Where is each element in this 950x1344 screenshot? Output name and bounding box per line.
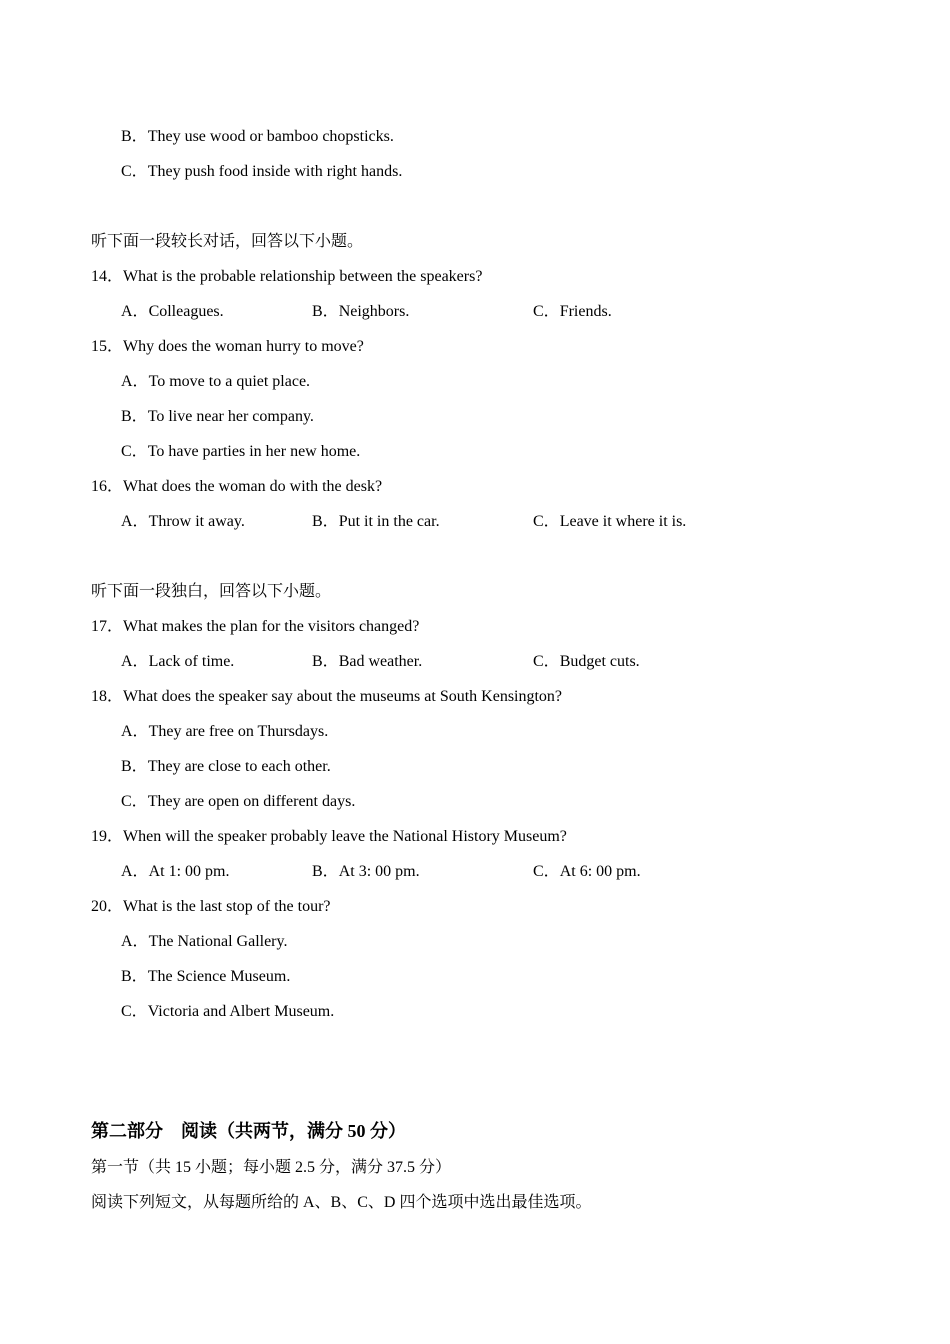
question-number: 20． — [91, 898, 124, 915]
option-text: To live near her company. — [147, 408, 314, 425]
option-text: Victoria and Albert Museum. — [147, 1003, 335, 1020]
option-letter: C． — [533, 653, 560, 670]
option-text: At 3: 00 pm. — [338, 863, 420, 880]
q16-option-a — [121, 512, 245, 532]
q20-option-a — [121, 932, 287, 952]
question-text: Why does the woman hurry to move? — [123, 338, 364, 355]
question-number: 17． — [91, 618, 124, 635]
option-text: Colleagues. — [148, 303, 224, 320]
option-text: The Science Museum. — [147, 968, 291, 985]
option-text: Put it in the car. — [338, 513, 440, 530]
option-text: They are close to each other. — [147, 758, 331, 775]
option-letter: A． — [121, 933, 149, 950]
question-16 — [91, 477, 382, 497]
q20-option-b — [121, 967, 290, 987]
option-letter: B． — [312, 863, 339, 880]
dialogue-instruction: 听下面一段较长对话，回答以下小题。 — [91, 233, 364, 250]
option-letter: A． — [121, 863, 149, 880]
option-letter: C． — [121, 443, 148, 460]
option-text: They use wood or bamboo chopsticks. — [147, 128, 394, 145]
option-text: They are free on Thursdays. — [148, 723, 329, 740]
question-number: 16． — [91, 478, 124, 495]
question-14 — [91, 267, 482, 287]
section-one-title: 第一节（共 15 小题；每小题 2.5 分，满分 37.5 分） — [91, 1159, 452, 1176]
q20-option-c — [121, 1002, 334, 1022]
option-text: The National Gallery. — [148, 933, 288, 950]
q18-option-b — [121, 757, 331, 777]
option-c — [121, 162, 402, 182]
question-number: 14． — [91, 268, 124, 285]
option-text: To have parties in her new home. — [147, 443, 361, 460]
monologue-instruction: 听下面一段独白，回答以下小题。 — [91, 583, 332, 600]
option-letter: A． — [121, 653, 149, 670]
q16-option-b — [312, 512, 440, 532]
question-text: What makes the plan for the visitors changed? — [123, 618, 420, 635]
option-letter: A． — [121, 303, 149, 320]
option-text: They are open on different days. — [147, 793, 356, 810]
q16-option-c — [533, 512, 686, 532]
question-text: When will the speaker probably leave the National History Museum? — [123, 828, 567, 845]
option-letter: B． — [121, 758, 148, 775]
option-text: Neighbors. — [338, 303, 410, 320]
option-text: They push food inside with right hands. — [147, 163, 403, 180]
option-letter: C． — [121, 163, 148, 180]
q17-option-a — [121, 652, 234, 672]
option-letter: B． — [312, 303, 339, 320]
option-letter: A． — [121, 373, 149, 390]
option-text: At 1: 00 pm. — [148, 863, 230, 880]
option-letter: C． — [533, 303, 560, 320]
question-20 — [91, 897, 331, 917]
q14-option-c — [533, 302, 612, 322]
question-15 — [91, 337, 364, 357]
option-text: Leave it where it is. — [559, 513, 687, 530]
q19-option-a — [121, 862, 229, 882]
question-text: What does the woman do with the desk? — [123, 478, 383, 495]
q15-option-a — [121, 372, 310, 392]
reading-instruction: 阅读下列短文，从每题所给的 A、B、C、D 四个选项中选出最佳选项。 — [91, 1194, 592, 1211]
option-text: Lack of time. — [148, 653, 235, 670]
question-number: 18． — [91, 688, 124, 705]
option-letter: A． — [121, 513, 149, 530]
q15-option-b — [121, 407, 314, 427]
q14-option-a — [121, 302, 224, 322]
q14-option-b — [312, 302, 409, 322]
question-text: What is the last stop of the tour? — [123, 898, 331, 915]
question-number: 15． — [91, 338, 124, 355]
option-text: Budget cuts. — [559, 653, 640, 670]
q19-option-b — [312, 862, 420, 882]
question-text: What is the probable relationship between the speakers? — [123, 268, 483, 285]
question-17 — [91, 617, 419, 637]
question-18 — [91, 687, 562, 707]
question-text: What does the speaker say about the museums at South Kensington? — [123, 688, 563, 705]
q17-option-b — [312, 652, 422, 672]
question-number: 19． — [91, 828, 124, 845]
option-letter: B． — [312, 653, 339, 670]
q18-option-a — [121, 722, 328, 742]
option-text: Friends. — [559, 303, 612, 320]
option-letter: C． — [121, 793, 148, 810]
option-b — [121, 127, 394, 147]
option-letter: B． — [312, 513, 339, 530]
q15-option-c — [121, 442, 360, 462]
part-two-heading: 第二部分 阅读（共两节，满分 50 分） — [91, 1121, 406, 1141]
option-letter: C． — [121, 1003, 148, 1020]
option-letter: B． — [121, 128, 148, 145]
q19-option-c — [533, 862, 641, 882]
option-text: At 6: 00 pm. — [559, 863, 641, 880]
option-text: Bad weather. — [338, 653, 423, 670]
option-letter: C． — [533, 863, 560, 880]
option-text: Throw it away. — [148, 513, 245, 530]
question-19 — [91, 827, 567, 847]
q18-option-c — [121, 792, 355, 812]
option-text: To move to a quiet place. — [148, 373, 311, 390]
option-letter: B． — [121, 968, 148, 985]
option-letter: C． — [533, 513, 560, 530]
option-letter: A． — [121, 723, 149, 740]
q17-option-c — [533, 652, 640, 672]
option-letter: B． — [121, 408, 148, 425]
